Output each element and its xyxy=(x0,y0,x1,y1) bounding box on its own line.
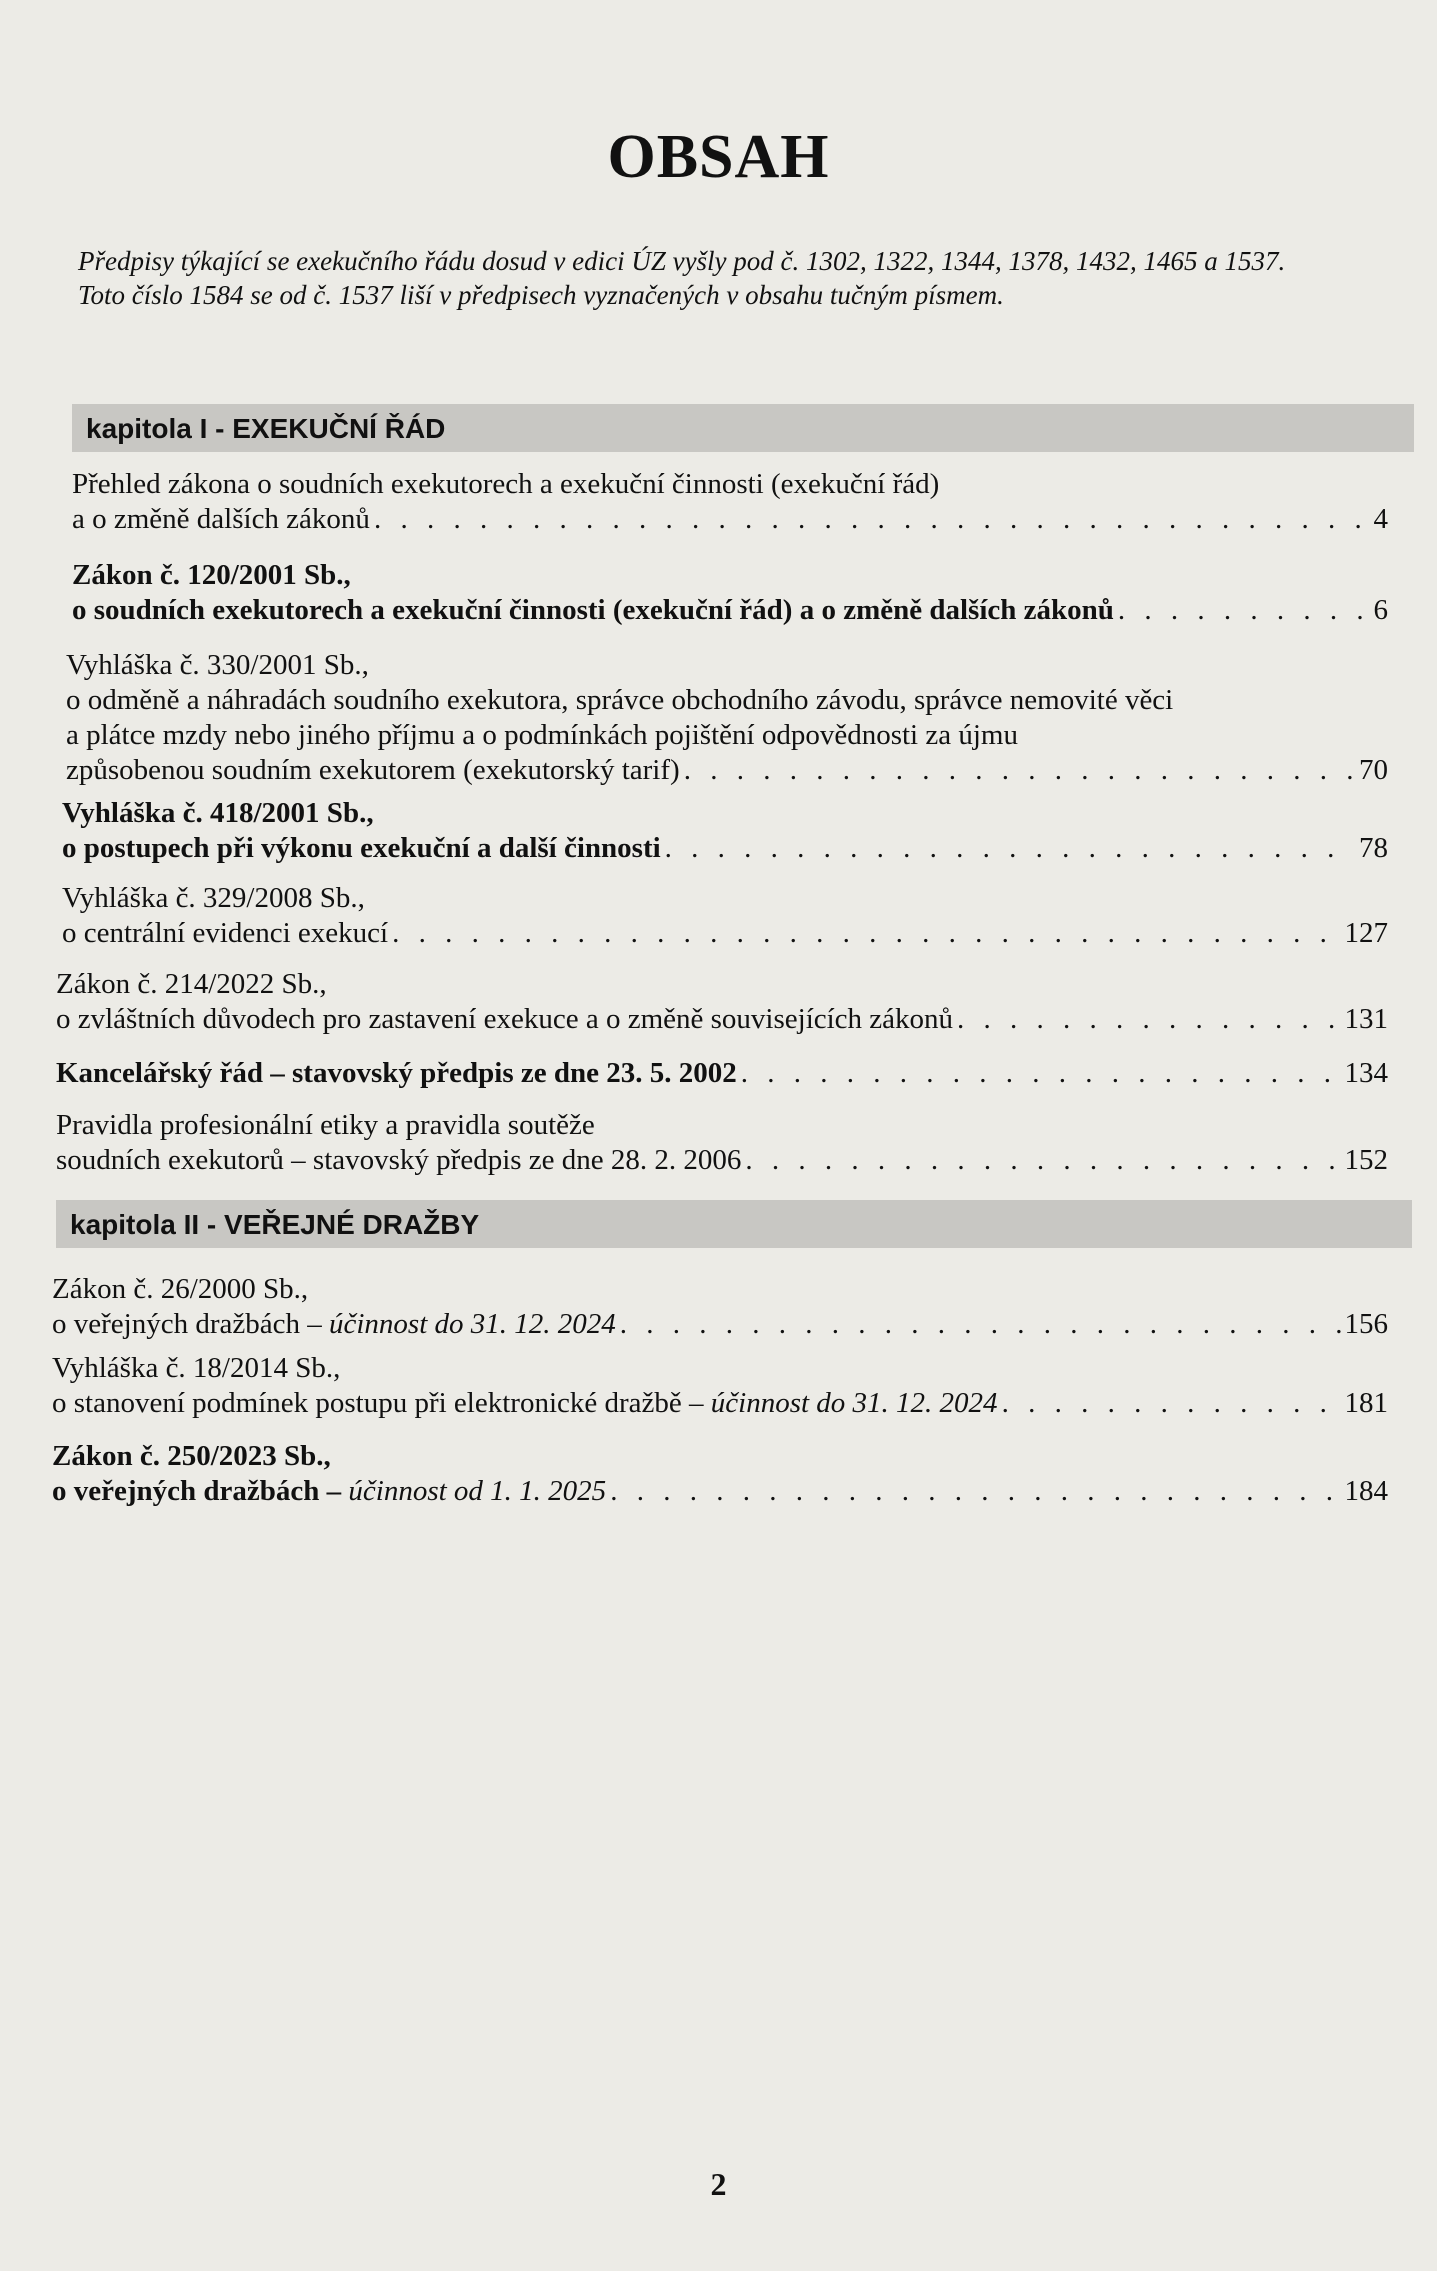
entry-title: způsobenou soudním exekutorem (exekutorský tarif) xyxy=(66,754,680,786)
toc-entry xyxy=(62,796,1388,866)
page-ref: 184 xyxy=(1344,1475,1388,1507)
entry-line: Pravidla profesionální etiky a pravidla soutěže xyxy=(56,1109,595,1141)
entry-line: Vyhláška č. 18/2014 Sb., xyxy=(52,1352,341,1384)
leader-dots xyxy=(741,1056,1341,1091)
leader-dots xyxy=(620,1307,1341,1342)
entry-title: o postupech při výkonu exekuční a další činnosti xyxy=(62,832,661,864)
entry-effectivity: účinnost do 31. 12. 2024 xyxy=(328,1308,616,1340)
leader-dots xyxy=(392,916,1340,951)
entry-title: o stanovení podmínek postupu při elektronické dražbě – xyxy=(52,1387,711,1419)
leader-dots xyxy=(610,1474,1340,1509)
toc-entry xyxy=(56,1108,1388,1178)
page-ref: 6 xyxy=(1373,594,1388,626)
entry-line: Zákon č. 26/2000 Sb., xyxy=(52,1273,309,1305)
toc-entry xyxy=(66,648,1388,788)
leader-dots xyxy=(665,831,1355,866)
entry-title: o veřejných dražbách – xyxy=(52,1475,349,1507)
entry-title: soudních exekutorů – stavovský předpis ze dne 28. 2. 2006 xyxy=(56,1144,742,1176)
entry-effectivity: účinnost od 1. 1. 2025 xyxy=(348,1475,607,1507)
intro-line-2: Toto číslo 1584 se od č. 1537 liší v předpisech vyznačených v obsahu tučným písmem. xyxy=(78,280,1004,310)
toc-entry xyxy=(56,1056,1388,1091)
toc-entry xyxy=(56,967,1388,1037)
entry-title: o veřejných dražbách – xyxy=(52,1308,329,1340)
leader-dots xyxy=(1118,593,1370,628)
entry-line: Vyhláška č. 330/2001 Sb., xyxy=(66,649,369,681)
entry-line: o odměně a náhradách soudního exekutora, správce obchodního závodu, správce nemovité věci xyxy=(66,684,1174,716)
intro-note xyxy=(78,244,1418,312)
intro-line-1: Předpisy týkající se exekučního řádu dosud v edici ÚZ vyšly pod č. 1302, 1322, 1344, 1378, 1432, 1465 a 1537. xyxy=(78,246,1286,276)
entry-line: Vyhláška č. 418/2001 Sb., xyxy=(62,797,374,829)
entry-line: Vyhláška č. 329/2008 Sb., xyxy=(62,882,365,914)
page-ref: 152 xyxy=(1344,1144,1388,1176)
entry-line: a plátce mzdy nebo jiného příjmu a o podmínkách pojištění odpovědnosti za újmu xyxy=(66,719,1018,751)
page-ref: 134 xyxy=(1344,1057,1388,1089)
entry-title: o zvláštních důvodech pro zastavení exekuce a o změně souvisejících zákonů xyxy=(56,1003,954,1035)
leader-dots xyxy=(374,502,1370,537)
entry-title: a o změně dalších zákonů xyxy=(72,503,370,535)
chapter-heading-2: kapitola II - VEŘEJNÉ DRAŽBY xyxy=(56,1200,1412,1248)
toc-entry xyxy=(72,467,1388,537)
leader-dots xyxy=(745,1143,1340,1178)
page-title: OBSAH xyxy=(607,123,830,191)
page-ref: 78 xyxy=(1359,832,1388,864)
page-ref: 131 xyxy=(1344,1003,1388,1035)
entry-line: Zákon č. 250/2023 Sb., xyxy=(52,1440,331,1472)
toc-entry xyxy=(52,1351,1388,1421)
toc-entry xyxy=(52,1272,1388,1342)
entry-title: Kancelářský řád – stavovský předpis ze dne 23. 5. 2002 xyxy=(56,1057,737,1089)
leader-dots xyxy=(957,1002,1340,1037)
entry-line: Zákon č. 214/2022 Sb., xyxy=(56,968,327,1000)
page-ref: 127 xyxy=(1344,917,1388,949)
page-ref: 156 xyxy=(1344,1308,1388,1340)
entry-title: o soudních exekutorech a exekuční činnosti (exekuční řád) a o změně dalších zákonů xyxy=(72,594,1114,626)
page-number: 2 xyxy=(710,2166,727,2202)
entry-line: Zákon č. 120/2001 Sb., xyxy=(72,559,351,591)
toc-entry xyxy=(72,558,1388,628)
chapter-heading-1: kapitola I - EXEKUČNÍ ŘÁD xyxy=(72,404,1414,452)
entry-title: o centrální evidenci exekucí xyxy=(62,917,389,949)
toc-entry xyxy=(62,881,1388,951)
toc-entry xyxy=(52,1439,1388,1509)
page-ref: 70 xyxy=(1359,754,1388,786)
leader-dots xyxy=(684,753,1355,788)
page-ref: 4 xyxy=(1373,503,1388,535)
page-ref: 181 xyxy=(1344,1387,1388,1419)
leader-dots xyxy=(1002,1386,1341,1421)
entry-effectivity: účinnost do 31. 12. 2024 xyxy=(710,1387,998,1419)
entry-line: Přehled zákona o soudních exekutorech a exekuční činnosti (exekuční řád) xyxy=(72,468,940,500)
